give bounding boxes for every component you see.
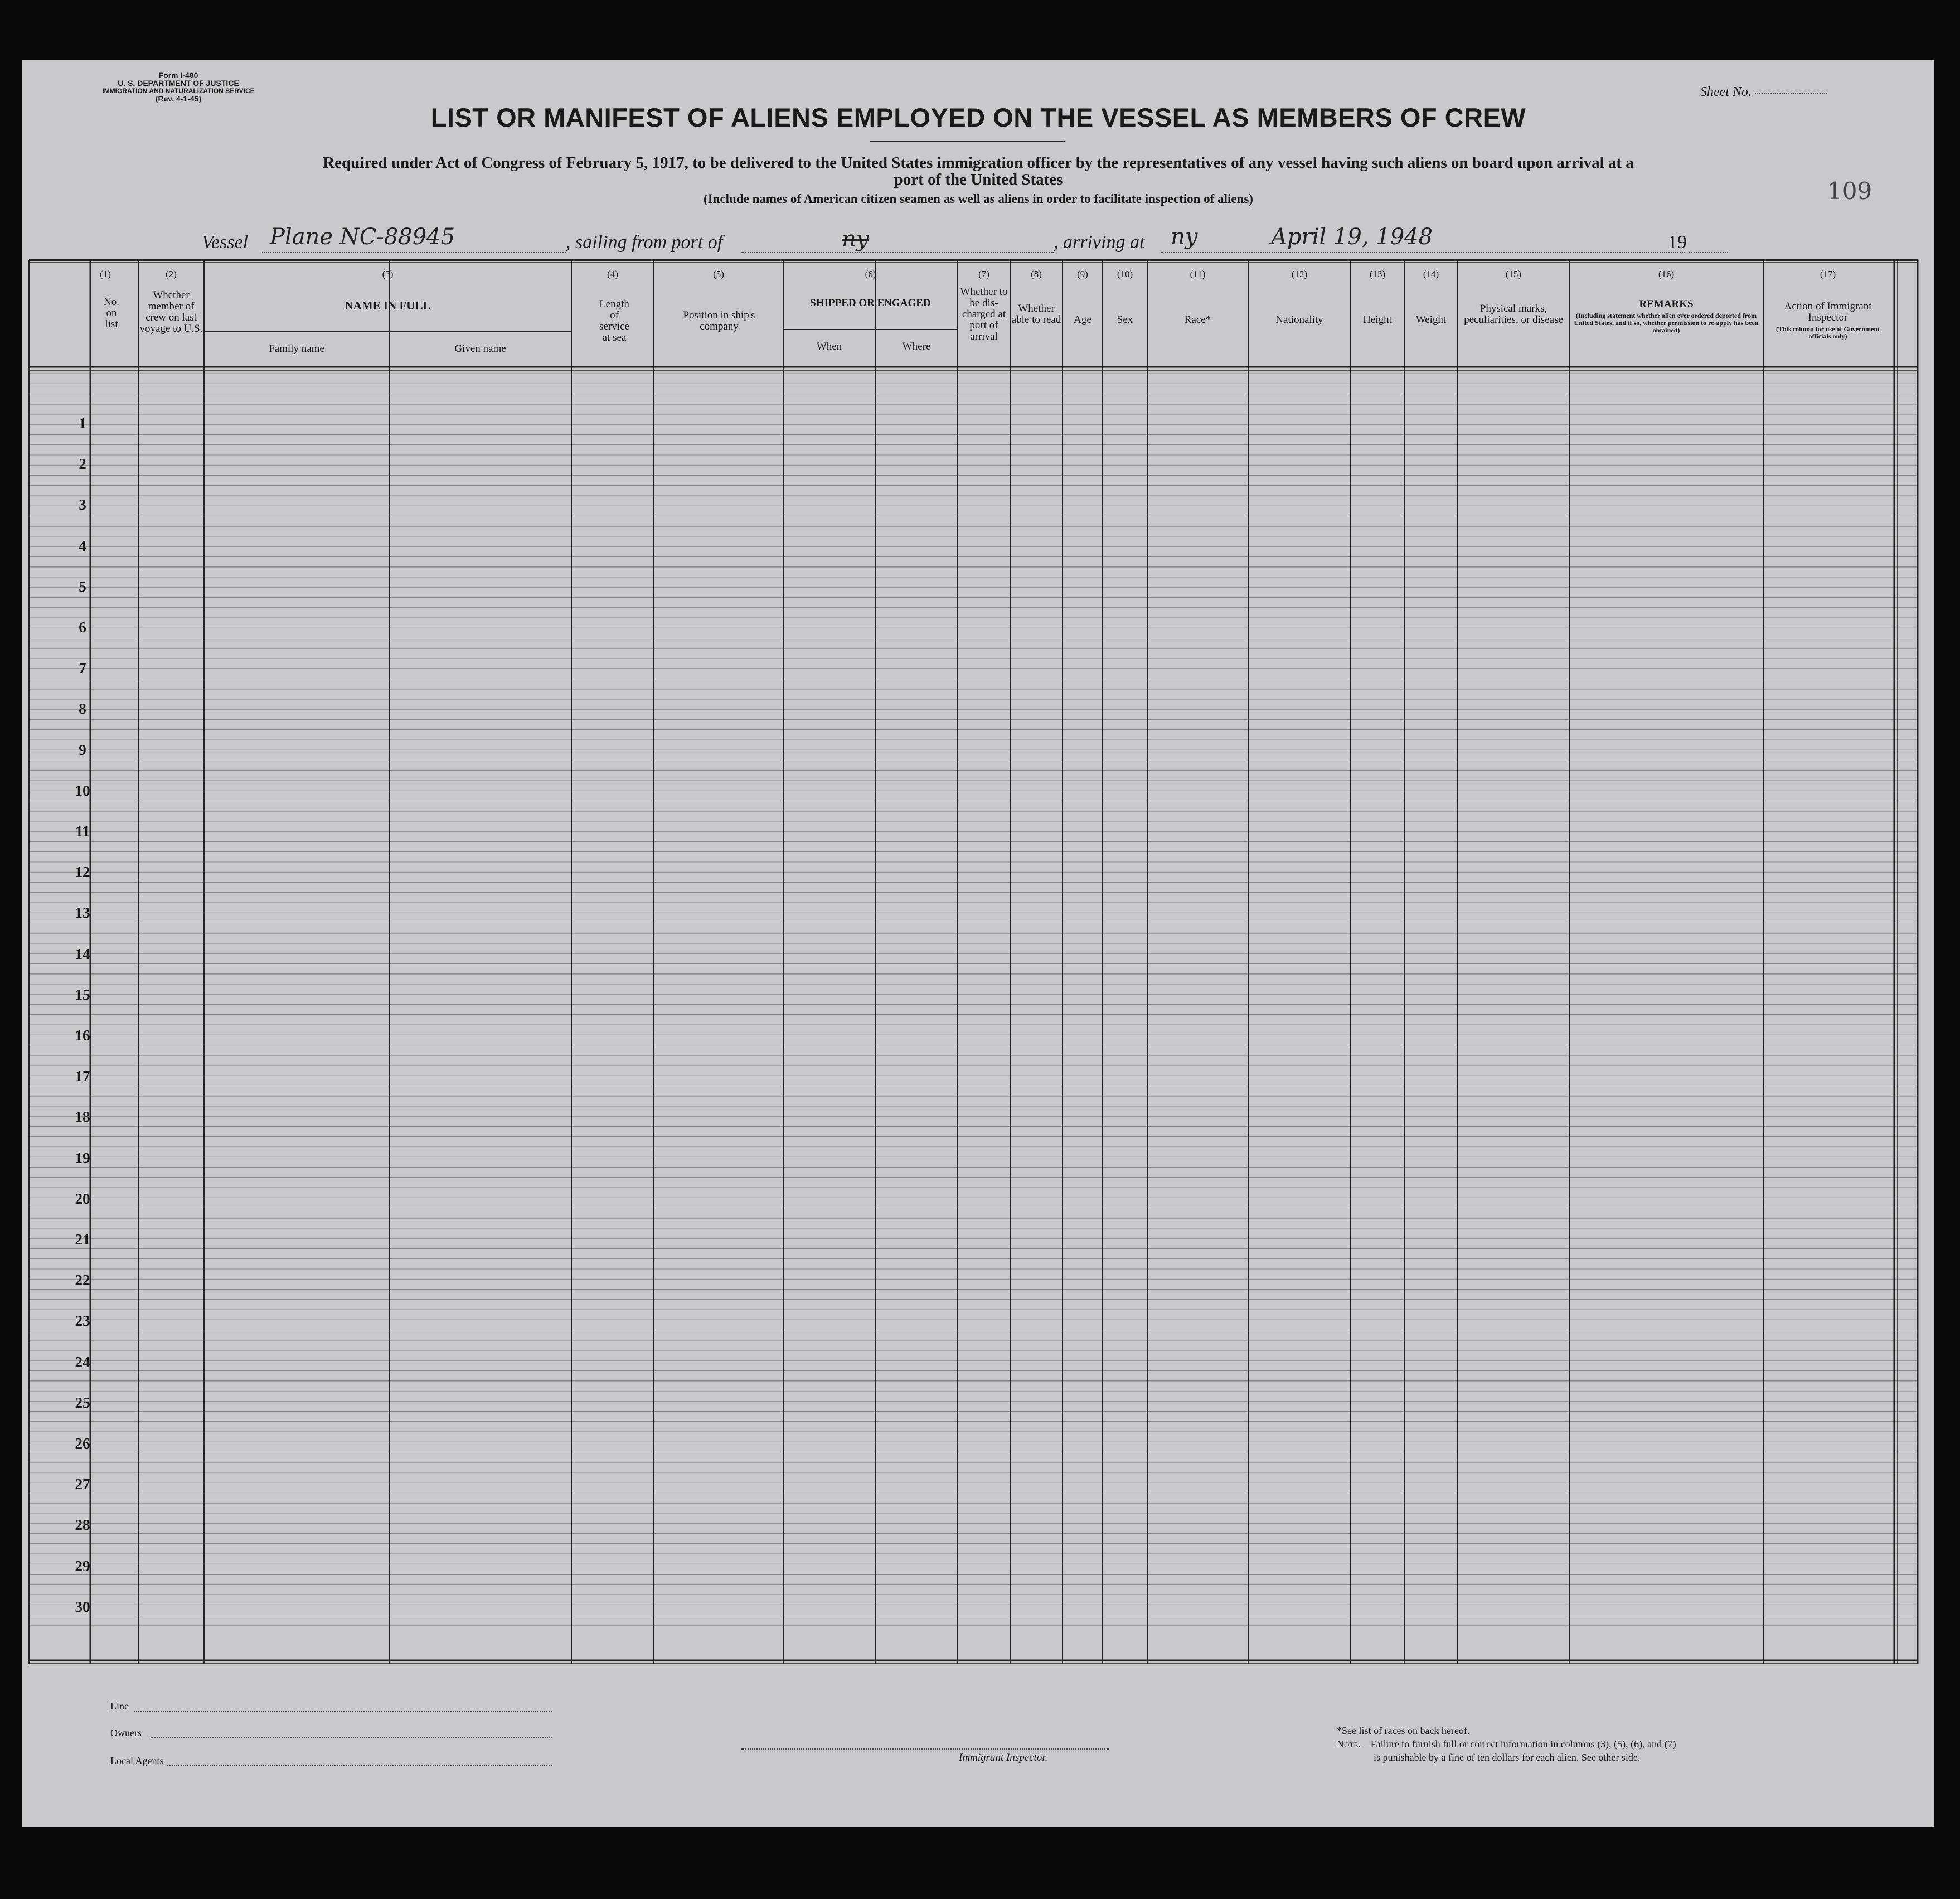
- col-header-no: No. on list: [104, 296, 119, 330]
- row-number: 11: [75, 823, 90, 840]
- col-num-13: (13): [1369, 269, 1386, 279]
- row-number: 26: [75, 1435, 90, 1452]
- col-header-height: Height: [1363, 314, 1392, 326]
- row-number: 1: [79, 415, 86, 432]
- manifest-sheet: [22, 60, 1934, 1827]
- sailing-value: ny: [842, 226, 869, 252]
- row-number: 15: [75, 986, 90, 1003]
- row-number: 14: [75, 945, 90, 962]
- row-number: 8: [79, 700, 86, 718]
- footer-agents-field[interactable]: [167, 1765, 552, 1766]
- col-header-remarks: REMARKS: [1639, 298, 1694, 310]
- page-stamp: 109: [1827, 177, 1872, 205]
- col-header-member: Whether member of crew on last voyage to U.S.: [139, 289, 203, 335]
- col-header-name: NAME IN FULL: [345, 299, 431, 312]
- sheet-no-label: Sheet No.: [1700, 85, 1752, 99]
- row-number: 20: [75, 1190, 90, 1207]
- footer-agents-label: Local Agents: [110, 1755, 164, 1766]
- col-num-5: (5): [713, 269, 724, 279]
- col-num-4: (4): [607, 269, 618, 279]
- footer-owners-label: Owners: [110, 1727, 142, 1738]
- col-num-2: (2): [166, 269, 177, 279]
- service: IMMIGRATION AND NATURALIZATION SERVICE: [102, 87, 255, 95]
- col-header-read: Whether able to read: [1011, 303, 1061, 326]
- row-number: 17: [75, 1068, 90, 1085]
- footer-line-field[interactable]: [134, 1711, 552, 1712]
- row-number: 22: [75, 1272, 90, 1289]
- col-num-11: (11): [1190, 269, 1206, 279]
- col-num-10: (10): [1117, 269, 1133, 279]
- col-header-shipped: SHIPPED OR ENGAGED: [810, 297, 931, 309]
- fine-note: [1337, 1738, 1676, 1750]
- row-number: 5: [79, 578, 86, 595]
- col-header-race: Race*: [1184, 314, 1211, 326]
- note-label: Note.: [1337, 1738, 1361, 1750]
- row-number: 21: [75, 1231, 90, 1248]
- col-header-age: Age: [1074, 314, 1091, 326]
- arriving-label: , arriving at: [1054, 232, 1145, 253]
- row-number: 6: [79, 619, 86, 636]
- subtitle-note: (Include names of American citizen seamen as well as aliens in order to facilitate inspection of aliens): [704, 192, 1253, 206]
- row-number: 19: [75, 1149, 90, 1166]
- row-number: 3: [79, 496, 86, 513]
- col-note-remarks: (Including statement whether alien ever ordered deported from United States, and if so, whether permission to re-apply has been obtained): [1574, 312, 1759, 334]
- col-num-15: (15): [1505, 269, 1522, 279]
- row-number: 16: [75, 1027, 90, 1044]
- fine-note-2: is punishable by a fine of ten dollars for each alien. See other side.: [1374, 1752, 1641, 1763]
- subtitle-line1: Required under Act of Congress of February 5, 1917, to be delivered to the United States immigration officer by the representatives of any vessel having such aliens on board upon arrival at a: [323, 154, 1634, 172]
- row-number: 2: [79, 456, 86, 473]
- col-num-6: (6): [865, 269, 876, 279]
- date-value: April 19, 1948: [1271, 224, 1433, 250]
- row-number: 30: [75, 1598, 90, 1615]
- row-number: 27: [75, 1476, 90, 1493]
- inspector-label: Immigrant Inspector.: [959, 1752, 1048, 1764]
- col-header-family-name: Family name: [269, 343, 324, 355]
- col-num-8: (8): [1031, 269, 1042, 279]
- row-number: 13: [75, 904, 90, 922]
- col-header-action: Action of Immigrant Inspector: [1784, 301, 1872, 323]
- vessel-label: Vessel: [202, 232, 249, 253]
- col-num-9: (9): [1077, 269, 1088, 279]
- row-number: 24: [75, 1353, 90, 1370]
- col-header-where: Where: [902, 341, 931, 352]
- department: U. S. DEPARTMENT OF JUSTICE: [118, 79, 239, 88]
- col-header-position: Position in ship's company: [683, 309, 755, 332]
- col-num-1: (1): [100, 269, 111, 279]
- row-number: 29: [75, 1557, 90, 1575]
- row-number: 10: [75, 782, 90, 799]
- col-header-physical: Physical marks, peculiarities, or disease: [1464, 303, 1563, 326]
- row-number: 28: [75, 1517, 90, 1534]
- col-num-17: (17): [1820, 269, 1836, 279]
- row-number: 23: [75, 1312, 90, 1330]
- year-label: 19: [1668, 232, 1687, 253]
- vessel-value: Plane NC-88945: [270, 224, 455, 250]
- footer-owners-field[interactable]: [151, 1737, 552, 1738]
- row-number: 7: [79, 660, 86, 677]
- col-note-action: (This column for use of Government officials only): [1775, 325, 1880, 340]
- col-header-weight: Weight: [1415, 314, 1447, 326]
- note-text: —Failure to furnish full or correct information in columns (3), (5), (6), and (7): [1360, 1738, 1676, 1750]
- col-header-when: When: [816, 341, 842, 352]
- form-number: Form I-480: [158, 71, 198, 80]
- col-header-sex: Sex: [1117, 314, 1133, 326]
- col-header-length: Length of service at sea: [599, 298, 629, 343]
- row-number: 18: [75, 1108, 90, 1126]
- col-header-discharged: Whether to be dis- charged at port of arrival: [960, 286, 1008, 342]
- col-num-14: (14): [1423, 269, 1439, 279]
- inspector-signature-field[interactable]: [741, 1748, 1109, 1750]
- arriving-value: ny: [1171, 224, 1198, 250]
- subtitle-line2: port of the United States: [894, 171, 1063, 188]
- col-header-nationality: Nationality: [1275, 314, 1323, 326]
- revision: (Rev. 4-1-45): [155, 94, 202, 103]
- row-number: 12: [75, 864, 90, 881]
- row-number: 4: [79, 537, 86, 554]
- row-number: 25: [75, 1394, 90, 1411]
- row-number: 9: [79, 741, 86, 758]
- race-note: *See list of races on back hereof.: [1337, 1725, 1470, 1736]
- col-num-7: (7): [978, 269, 989, 279]
- footer-line-label: Line: [110, 1701, 129, 1712]
- sailing-label: , sailing from port of: [566, 232, 723, 253]
- col-num-12: (12): [1291, 269, 1308, 279]
- col-header-given-name: Given name: [454, 343, 506, 355]
- col-num-3: (3): [382, 269, 394, 279]
- page-title: LIST OR MANIFEST OF ALIENS EMPLOYED ON THE VESSEL AS MEMBERS OF CREW: [430, 103, 1526, 132]
- col-num-16: (16): [1658, 269, 1675, 279]
